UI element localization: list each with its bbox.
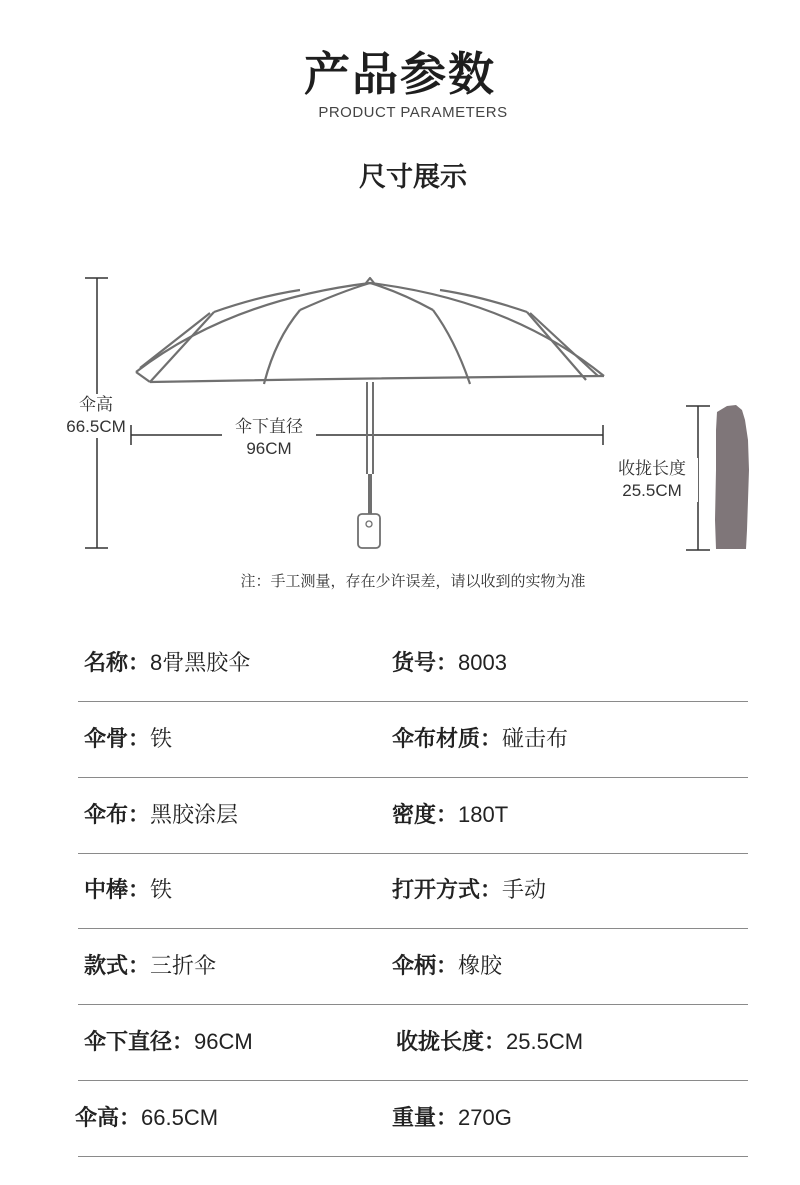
parameter-key: 密度： <box>392 803 459 828</box>
parameter-row <box>78 928 748 1005</box>
parameter-key: 款式： <box>84 954 151 979</box>
parameter-key: 名称： <box>84 651 151 676</box>
parameter-key: 伞布： <box>84 803 151 828</box>
parameter-key: 中棒： <box>84 878 151 903</box>
parameter-cell-left <box>84 625 250 701</box>
parameter-cell-left <box>84 928 216 1004</box>
parameter-row <box>78 701 748 778</box>
parameter-key: 货号： <box>392 651 459 676</box>
parameter-value: 三折伞 <box>150 953 217 978</box>
height-value-text: 66.5CM <box>66 417 126 436</box>
parameter-key: 重量： <box>392 1106 459 1131</box>
height-label-text: 伞高 <box>79 395 113 414</box>
parameter-cell-right <box>392 928 502 1004</box>
parameter-cell-right <box>396 1004 583 1080</box>
parameter-value: 25.5CM <box>506 1029 584 1054</box>
parameter-value: 8003 <box>458 650 507 675</box>
height-value <box>63 416 129 438</box>
parameter-value: 铁 <box>150 726 173 751</box>
parameter-value: 橡胶 <box>458 953 503 978</box>
parameter-cell-right <box>392 701 568 777</box>
umbrella-shaft <box>367 382 373 516</box>
parameter-value: 180T <box>458 802 509 827</box>
umbrella-handle <box>358 514 380 548</box>
parameter-cell-right <box>392 625 507 701</box>
parameter-cell-right <box>392 777 508 853</box>
parameter-cell-left <box>75 1080 218 1156</box>
folded-umbrella <box>715 405 749 549</box>
parameter-value: 66.5CM <box>141 1105 219 1130</box>
parameter-row <box>78 852 748 929</box>
parameter-row <box>78 625 748 702</box>
parameter-cell-left <box>84 777 238 853</box>
page-title: 产品参数 <box>304 47 496 101</box>
parameter-value: 手动 <box>502 877 547 902</box>
diameter-label <box>222 416 316 460</box>
section-title: 尺寸展示 <box>359 162 467 193</box>
parameter-row <box>75 1080 748 1157</box>
folded-label-text: 收拢长度 <box>618 459 686 478</box>
parameter-value: 碰击布 <box>502 726 569 751</box>
parameter-key: 伞布材质： <box>392 727 503 752</box>
measurement-note: 注：手工测量，存在少许误差，请以收到的实物为准 <box>240 572 586 590</box>
parameter-key: 打开方式： <box>392 878 503 903</box>
parameter-key: 收拢长度： <box>396 1030 507 1055</box>
folded-label <box>606 458 698 502</box>
folded-value-text: 25.5CM <box>622 481 682 500</box>
parameter-cell-left <box>84 701 172 777</box>
parameter-row <box>78 1004 748 1081</box>
parameter-cell-left <box>84 1004 253 1080</box>
height-label <box>70 394 122 416</box>
umbrella-canopy <box>136 278 604 384</box>
diameter-label-text: 伞下直径 <box>235 417 303 436</box>
parameter-value: 铁 <box>150 877 173 902</box>
parameter-cell-right <box>392 1080 512 1156</box>
diameter-value-text: 96CM <box>246 439 292 458</box>
page-subtitle: PRODUCT PARAMETERS <box>318 104 508 121</box>
parameter-value: 96CM <box>194 1029 253 1054</box>
parameter-cell-right <box>392 852 546 928</box>
parameter-key: 伞下直径： <box>84 1030 195 1055</box>
parameter-key: 伞高： <box>75 1106 142 1131</box>
parameter-value: 黑胶涂层 <box>150 802 239 827</box>
parameter-cell-left <box>84 852 172 928</box>
parameter-value: 270G <box>458 1105 512 1130</box>
parameter-row <box>78 777 748 854</box>
parameter-value: 8骨黑胶伞 <box>150 650 251 675</box>
parameter-key: 伞柄： <box>392 954 459 979</box>
parameter-key: 伞骨： <box>84 727 151 752</box>
